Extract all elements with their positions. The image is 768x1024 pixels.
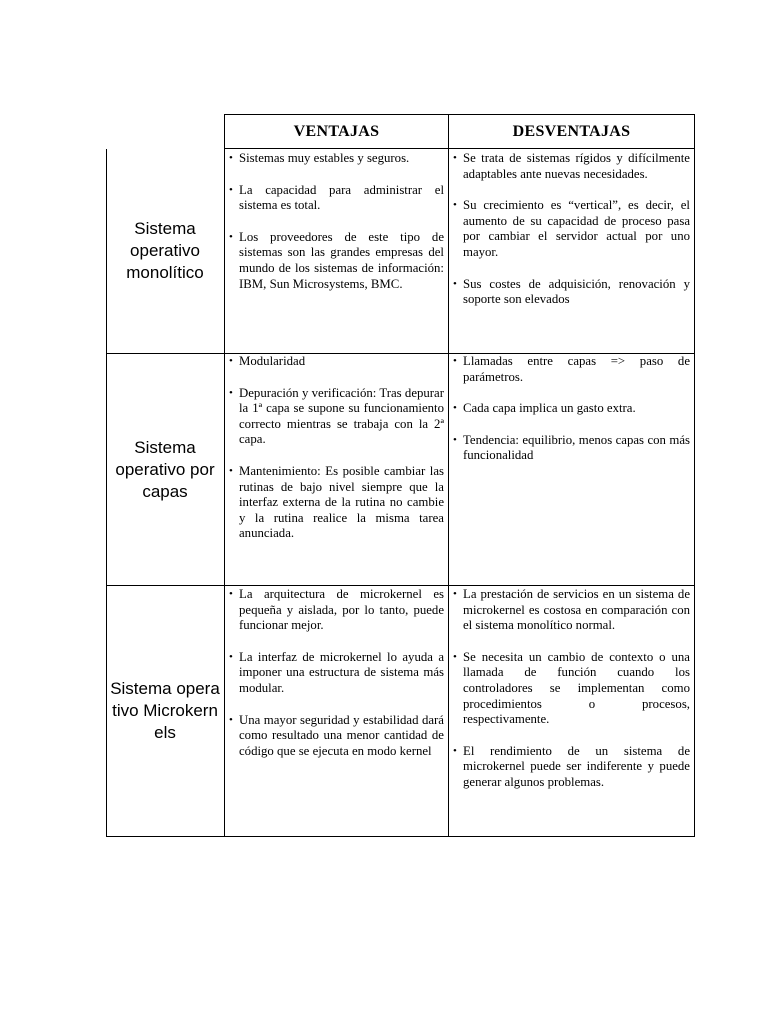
desventajas-cell — [452, 587, 690, 807]
list-item: • La prestación de servicios en un sistema de microkernel es costosa en comparación con el sistema monolítico normal. — [453, 587, 690, 633]
list-item: • Una mayor seguridad y estabilidad dará como resultado una menor cantidad de código que se ejecuta en modo kernel — [229, 712, 444, 758]
bullet-icon: • — [229, 386, 233, 399]
bullet-icon: • — [453, 199, 457, 212]
header-ventajas: VENTAJAS — [293, 123, 380, 140]
grid-line — [694, 114, 695, 837]
bullet-icon: • — [229, 230, 233, 243]
list-item: • La capacidad para administrar el sistema es total. — [229, 182, 444, 213]
list-item: • La interfaz de microkernel lo ayuda a imponer una estructura de sistema más modular. — [229, 649, 444, 695]
bullet-icon: • — [229, 355, 233, 367]
list-item: • Se necesita un cambio de contexto o una llamada de función cuando los controladores se implementan como procedimientos o procesos, respectivamente. — [453, 649, 690, 727]
bullet-icon: • — [453, 744, 457, 757]
list-item: • Los proveedores de este tipo de sistemas son las grandes empresas del mundo de los sistemas de información: IBM, Sun Microsystems, BMC. — [229, 229, 444, 291]
list-item: • Sistemas muy estables y seguros. — [229, 151, 410, 165]
bullet-icon: • — [229, 588, 233, 600]
desventajas-cell — [452, 354, 690, 480]
list-item: • Tendencia: equilibrio, menos capas con más funcionalidad — [453, 432, 690, 463]
list-item: • La arquitectura de microkernel es pequeña y aislada, por lo tanto, puede funcionar mejor. — [229, 587, 444, 633]
list-item: • Llamadas entre capas => paso de parámetros. — [453, 354, 690, 384]
row-label-capas: Sistema operativo por capas — [115, 437, 215, 501]
bullet-icon: • — [229, 713, 233, 726]
list-item: • Depuración y verificación: Tras depurar la 1ª capa se supone su funcionamiento correcto mientras se trabaja con la 2ª capa. — [229, 385, 444, 447]
desventajas-cell — [452, 151, 690, 324]
header-desventajas: DESVENTAJAS — [512, 123, 631, 140]
bullet-icon: • — [453, 277, 457, 290]
grid-line — [224, 114, 695, 115]
bullet-icon: • — [453, 355, 457, 367]
row-label-monolitico: Sistema operativo monolítico — [126, 219, 204, 282]
list-item: • El rendimiento de un sistema de microkernel puede ser indiferente y puede generar algunos problemas. — [453, 743, 690, 789]
bullet-icon: • — [229, 464, 233, 477]
bullet-icon: • — [229, 183, 233, 196]
bullet-icon: • — [453, 152, 457, 164]
list-item: • Mantenimiento: Es posible cambiar las rutinas de bajo nivel siempre que la interfaz externa de la rutina no cambie y la rutina realice la misma tarea anunciada. — [229, 463, 444, 541]
grid-line — [224, 148, 695, 149]
bullet-icon: • — [229, 650, 233, 663]
ventajas-cell — [228, 151, 444, 308]
bullet-icon: • — [453, 402, 457, 415]
list-item: • Su crecimiento es “vertical”, es decir, el aumento de su capacidad de proceso pasa por cambiar el servidor actual por uno mayor. — [453, 198, 690, 259]
grid-line — [224, 114, 225, 837]
bullet-icon: • — [453, 433, 457, 446]
bullet-icon: • — [453, 588, 457, 600]
grid-line — [448, 114, 449, 837]
ventajas-cell — [228, 354, 444, 558]
bullet-icon: • — [229, 152, 233, 164]
list-item: • Cada capa implica un gasto extra. — [453, 401, 636, 416]
bullet-icon: • — [453, 650, 457, 663]
ventajas-cell — [228, 587, 444, 775]
list-item: • Modularidad — [229, 354, 306, 368]
grid-line — [106, 836, 695, 837]
row-label-microkernels: Sistema operativo Microkernels — [110, 679, 220, 742]
list-item: • Sus costes de adquisición, renovación y soporte son elevados — [453, 276, 690, 307]
list-item: • Se trata de sistemas rígidos y difícilmente adaptables ante nuevas necesidades. — [453, 151, 690, 181]
